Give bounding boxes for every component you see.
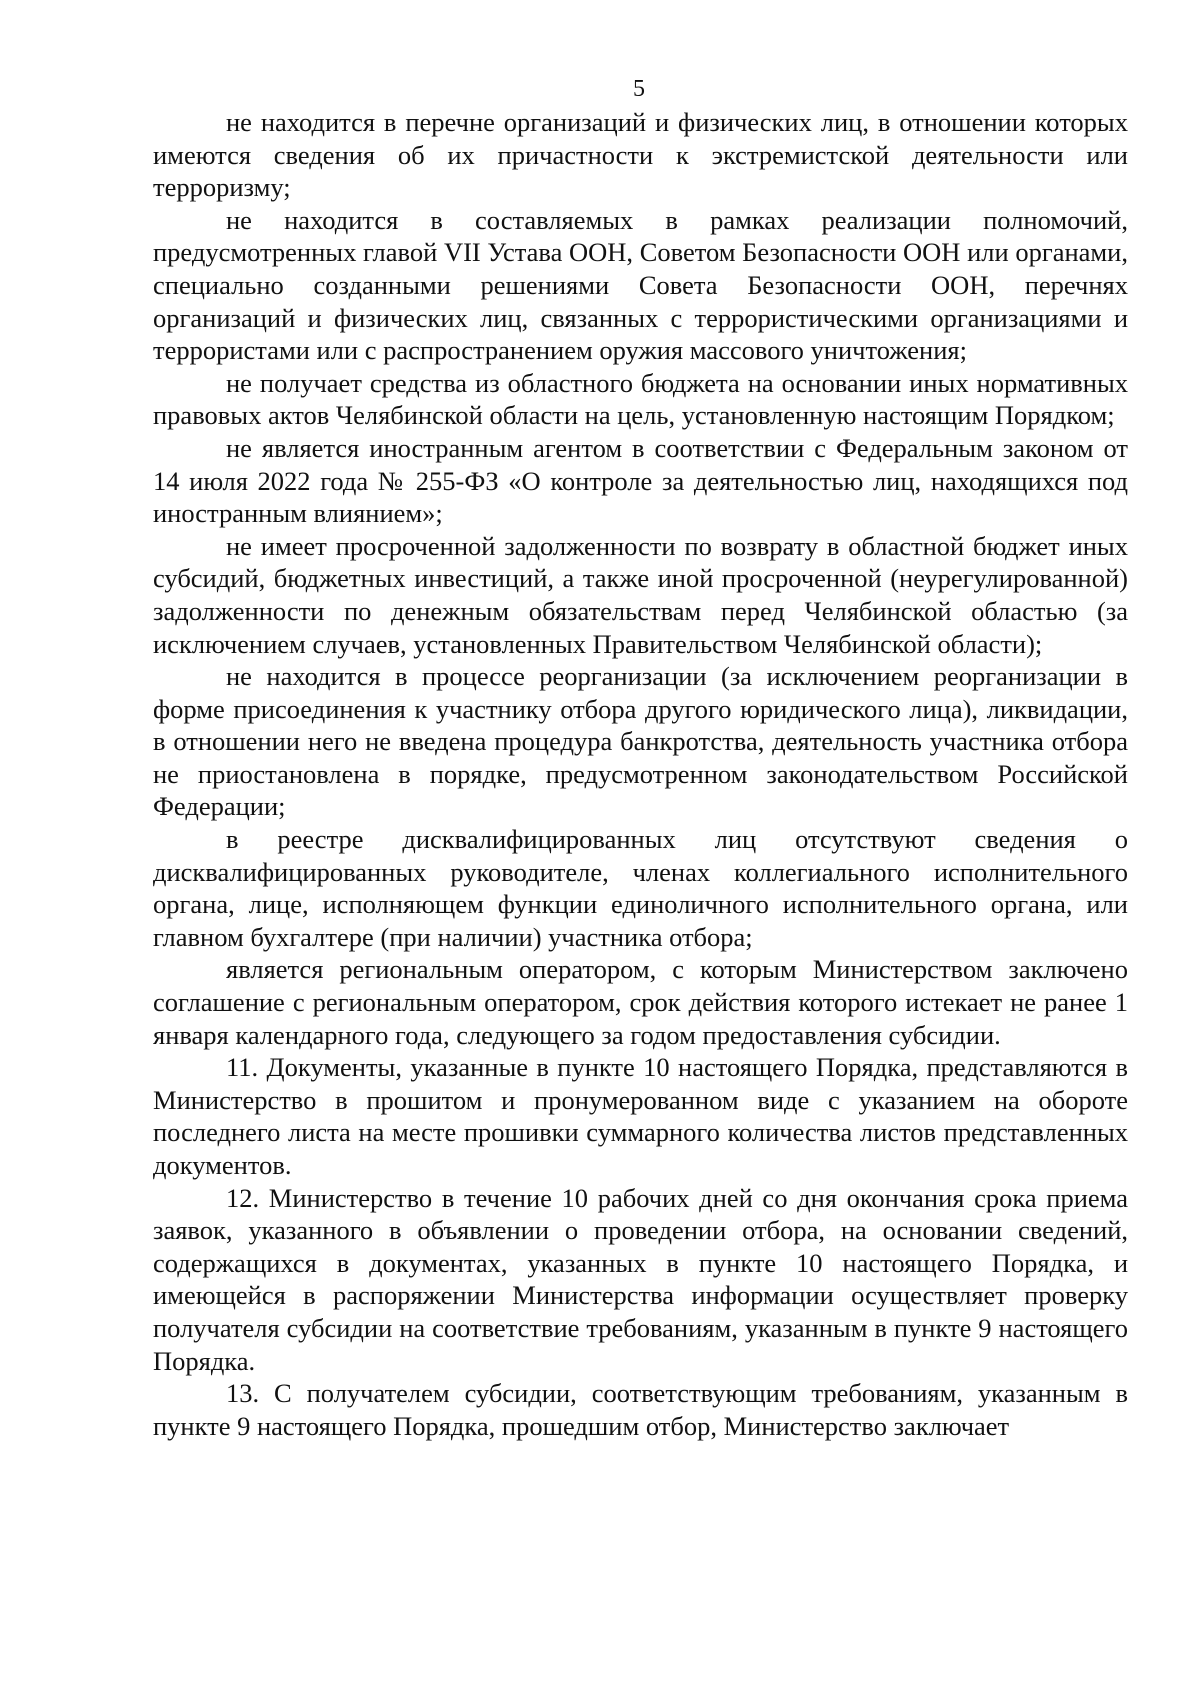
document-body <box>153 106 1128 1442</box>
paragraph-item-11: 11. Документы, указанные в пункте 10 настоящего Порядка, представляются в Министерство в прошитом и пронумерованном виде с указанием на обороте последнего листа на месте прошивки суммарного количества листов представленных документов. <box>153 1052 1128 1180</box>
paragraph-item-12: 12. Министерство в течение 10 рабочих дней со дня окончания срока приема заявок, указанного в объявлении о проведении отбора, на основании сведений, содержащихся в документах, указанных в пункте 10 настоящего Порядка, и имеющейся в распоряжении Министерства информации осуществляет проверку получателя субсидии на соответствие требованиям, указанным в пункте 9 настоящего Порядка. <box>153 1182 1128 1376</box>
paragraph-no-reorganization: не находится в процессе реорганизации (за исключением реорганизации в форме присоединения к участнику отбора другого юридического лица), ликвидации, в отношении него не введена процедура банкротства, деятельность участника отбора не приостановлена в порядке, предусмотренном законодательством Российской Федерации; <box>153 661 1128 822</box>
paragraph-disqualified-persons-registry: в реестре дисквалифицированных лиц отсутствуют сведения о дисквалифицированных руководителе, членах коллегиального исполнительного органа, лице, исполняющем функции единоличного исполнительного органа, или главном бухгалтере (при наличии) участника отбора; <box>153 824 1128 952</box>
paragraph-un-sanctions-list: не находится в составляемых в рамках реализации полномочий, предусмотренных главой VII Устава ООН, Советом Безопасности ООН или органами, специально созданными решениями Совета Безопасности ООН, перечнях организаций и физических лиц, связанных с террористическими организациями и террористами или с распространением оружия массового уничтожения; <box>153 204 1128 366</box>
page-number: 5 <box>633 76 645 102</box>
paragraph-no-other-budget-funds: не получает средства из областного бюджета на основании иных нормативных правовых актов Челябинской области на цель, установленную настоящим Порядком; <box>153 367 1128 431</box>
paragraph-extremism-list: не находится в перечне организаций и физических лиц, в отношении которых имеются сведения об их причастности к экстремистской деятельности или терроризму; <box>153 107 1128 203</box>
paragraph-item-13: 13. С получателем субсидии, соответствующим требованиям, указанным в пункте 9 настоящего Порядка, прошедшим отбор, Министерство заключает <box>153 1378 1128 1441</box>
paragraph-no-overdue-debt: не имеет просроченной задолженности по возврату в областной бюджет иных субсидий, бюджетных инвестиций, а также иной просроченной (неурегулированной) задолженности по денежным обязательствам перед Челябинской областью (за исключением случаев, установленных Правительством Челябинской области); <box>153 530 1128 659</box>
paragraph-regional-operator: является региональным оператором, с которым Министерством заключено соглашение с региональным оператором, срок действия которого истекает не ранее 1 января календарного года, следующего за годом предоставления субсидии. <box>153 954 1128 1050</box>
paragraph-not-foreign-agent: не является иностранным агентом в соответствии с Федеральным законом от 14 июля 2022 года № 255-ФЗ «О контроле за деятельностью лиц, находящихся под иностранным влиянием»; <box>153 432 1128 529</box>
